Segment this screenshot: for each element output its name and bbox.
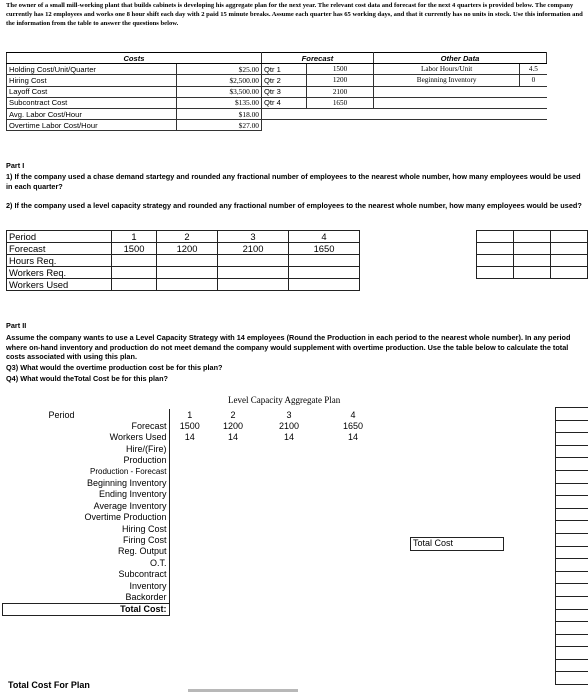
- answer-cell[interactable]: [555, 445, 588, 459]
- forecast-label: Qtr 2: [262, 75, 307, 86]
- part2-body: Assume the company wants to use a Level Capacity Strategy with 14 employees (Round the Production in each period to the nearest whole number). In any period where on-hand inventory and production do not meet demand the company would supplement with overtime production. Use the table below to calculate the total costs associated with using this plan.: [6, 333, 571, 361]
- plan-row-label: Overtime Production: [3, 512, 170, 523]
- cell[interactable]: [157, 267, 218, 279]
- forecast-header: Forecast: [262, 53, 374, 64]
- plan-cell[interactable]: [256, 603, 322, 615]
- plan-cell[interactable]: [210, 580, 256, 591]
- plan-cell[interactable]: 3: [286, 409, 292, 420]
- plan-row-label: O.T.: [3, 557, 170, 568]
- cell[interactable]: [218, 267, 289, 279]
- cell[interactable]: 2: [157, 231, 218, 243]
- row-label: Hours Req.: [7, 255, 112, 267]
- plan-row-label: Production: [3, 455, 170, 466]
- total-cost-label: Total Cost: [410, 537, 504, 551]
- plan-cell[interactable]: [322, 591, 384, 603]
- plan-cell[interactable]: [256, 443, 322, 454]
- plan-cell[interactable]: [256, 591, 322, 603]
- cell[interactable]: 1650: [289, 243, 360, 255]
- answer-cell[interactable]: [551, 243, 588, 255]
- cost-value[interactable]: $2,500.00: [177, 75, 262, 86]
- plan-cell[interactable]: 2: [230, 409, 236, 420]
- plan-cell[interactable]: [256, 500, 322, 511]
- part1-question-1: 1) If the company used a chase demand startegy and rounded any fractional number of employees to the nearest whole number, how many employees would be used in each quarter?: [6, 172, 581, 191]
- answer-cell[interactable]: [514, 231, 551, 243]
- other-label: Labor Hours/Unit: [374, 64, 520, 75]
- row-label: Workers Used: [7, 279, 112, 291]
- plan-cell[interactable]: [169, 443, 210, 454]
- plan-cell[interactable]: [322, 603, 384, 615]
- plan-cell[interactable]: [169, 534, 210, 545]
- forecast-value[interactable]: 1200: [307, 75, 374, 86]
- answer-cell[interactable]: [555, 483, 588, 497]
- answer-cell[interactable]: [514, 267, 551, 279]
- plan-cell[interactable]: [256, 557, 322, 568]
- row-label: Workers Req.: [7, 267, 112, 279]
- answer-cell[interactable]: [477, 255, 514, 267]
- part2-question-3: Q3) What would the overtime production cost be for this plan?: [6, 363, 223, 372]
- cost-value[interactable]: $27.00: [177, 120, 262, 131]
- plan-row-label: Hire/(Fire): [3, 443, 170, 454]
- plan-cell[interactable]: [210, 568, 256, 579]
- part2-heading: Part II: [6, 321, 27, 330]
- cell[interactable]: [112, 279, 157, 291]
- answer-cell[interactable]: [477, 231, 514, 243]
- plan-cell[interactable]: [169, 477, 210, 488]
- plan-row-label: Period: [3, 409, 170, 420]
- forecast-label: Qtr 1: [262, 64, 307, 75]
- plan-cell[interactable]: [256, 580, 322, 591]
- costs-header: Costs: [7, 53, 262, 64]
- plan-cell[interactable]: [256, 455, 322, 466]
- answer-cell[interactable]: [477, 243, 514, 255]
- plan-cell[interactable]: [210, 603, 256, 615]
- plan-cell[interactable]: 1650: [342, 421, 364, 432]
- cell[interactable]: [218, 255, 289, 267]
- plan-cell[interactable]: [169, 455, 210, 466]
- answer-cell[interactable]: [514, 243, 551, 255]
- plan-cell[interactable]: [169, 557, 210, 568]
- answer-cell[interactable]: [555, 470, 588, 484]
- plan-cell[interactable]: [210, 477, 256, 488]
- plan-cell[interactable]: [210, 455, 256, 466]
- cell[interactable]: [112, 267, 157, 279]
- problem-intro: The owner of a small mill-working plant that builds cabinets is developing his aggregate plan for the next year. The relevant cost data and forecast for the next 4 quarters is provided below. The company currently has 12 employees and works one 8 hour shift each day with 2 paid 15 minute breaks. Assume each quarter has 65 working days, and that it currently has no units in stock. Use this information and the information from the table to answer the questions below.: [6, 2, 583, 27]
- cost-value[interactable]: $3,500.00: [177, 86, 262, 97]
- part2-question-4: Q4) What would theTotal Cost be for this plan?: [6, 374, 169, 383]
- plan-cell[interactable]: [322, 534, 384, 545]
- answer-cell[interactable]: [555, 571, 588, 585]
- answer-cell[interactable]: [555, 520, 588, 534]
- plan-cell[interactable]: [169, 466, 210, 477]
- plan-cell[interactable]: [256, 489, 322, 500]
- answer-cell[interactable]: [555, 407, 588, 421]
- answer-cell[interactable]: [555, 546, 588, 560]
- plan-cell[interactable]: [256, 512, 322, 523]
- plan-cell[interactable]: 2100: [278, 421, 300, 432]
- plan-row-label: Firing Cost: [3, 534, 170, 545]
- cell[interactable]: [289, 267, 360, 279]
- forecast-value[interactable]: 1650: [307, 97, 374, 108]
- scrollbar[interactable]: [188, 689, 298, 692]
- plan-cell[interactable]: [256, 534, 322, 545]
- level-capacity-plan-table: [2, 409, 385, 616]
- plan-cell[interactable]: [322, 523, 384, 534]
- empty-cell: [374, 86, 547, 97]
- answer-cell[interactable]: [555, 596, 588, 610]
- answer-cell[interactable]: [555, 583, 588, 597]
- other-data-header: Other Data: [374, 53, 547, 64]
- plan-cell[interactable]: [210, 534, 256, 545]
- plan-cell[interactable]: [210, 546, 256, 557]
- plan-cell[interactable]: [322, 466, 384, 477]
- plan-row-label: Production - Forecast: [3, 466, 170, 477]
- plan-cell[interactable]: [210, 500, 256, 511]
- plan-row-label: Total Cost:: [3, 603, 170, 615]
- empty-cell: [262, 108, 547, 119]
- cost-value[interactable]: $18.00: [177, 108, 262, 119]
- plan-cell[interactable]: [210, 523, 256, 534]
- cost-value[interactable]: $135.00: [177, 97, 262, 108]
- plan-cell[interactable]: [169, 546, 210, 557]
- plan-cell[interactable]: [210, 489, 256, 500]
- plan-cell[interactable]: [169, 568, 210, 579]
- plan-row-label: Beginning Inventory: [3, 477, 170, 488]
- cell[interactable]: 1: [112, 231, 157, 243]
- plan-cell[interactable]: [210, 443, 256, 454]
- plan-cell[interactable]: 14: [184, 432, 195, 443]
- cost-label: Subcontract Cost: [7, 97, 177, 108]
- plan-cell[interactable]: [210, 591, 256, 603]
- forecast-value[interactable]: 1500: [307, 64, 374, 75]
- other-value[interactable]: 4.5: [520, 64, 547, 75]
- answer-cell[interactable]: [555, 634, 588, 648]
- plan-cell[interactable]: 4: [350, 409, 356, 420]
- plan-cell[interactable]: [169, 580, 210, 591]
- answer-cell[interactable]: [477, 267, 514, 279]
- cost-label: Overtime Labor Cost/Hour: [7, 120, 177, 131]
- answer-column: [555, 408, 588, 685]
- plan-row-label: Ending Inventory: [3, 489, 170, 500]
- plan-cell[interactable]: 1: [187, 409, 193, 420]
- part1-heading: Part I: [6, 161, 25, 170]
- answer-cell[interactable]: [555, 432, 588, 446]
- cell[interactable]: [289, 255, 360, 267]
- row-label: Period: [7, 231, 112, 243]
- plan-cell[interactable]: [256, 477, 322, 488]
- plan-cell[interactable]: [256, 546, 322, 557]
- answer-cell[interactable]: [555, 508, 588, 522]
- plan-cell[interactable]: [322, 455, 384, 466]
- plan-cell[interactable]: [210, 466, 256, 477]
- cost-label: Layoff Cost: [7, 86, 177, 97]
- plan-row-label: Average Inventory: [3, 500, 170, 511]
- cell[interactable]: [112, 255, 157, 267]
- plan-cell[interactable]: [256, 568, 322, 579]
- total-cost-for-plan-label: Total Cost For Plan: [8, 680, 90, 690]
- cost-value[interactable]: $25.00: [177, 64, 262, 75]
- answer-cell[interactable]: [555, 457, 588, 471]
- cost-label: Avg. Labor Cost/Hour: [7, 108, 177, 119]
- plan-cell[interactable]: 1500: [179, 421, 200, 432]
- cost-label: Holding Cost/Unit/Quarter: [7, 64, 177, 75]
- plan-cell[interactable]: [169, 591, 210, 603]
- answer-cell[interactable]: [555, 671, 588, 685]
- answer-cell[interactable]: [555, 420, 588, 434]
- cost-label: Hiring Cost: [7, 75, 177, 86]
- plan-title: Level Capacity Aggregate Plan: [228, 395, 341, 405]
- plan-cell[interactable]: [210, 557, 256, 568]
- plan-row-label: Backorder: [3, 591, 170, 603]
- plan-cell[interactable]: [169, 500, 210, 511]
- answer-cell[interactable]: [555, 495, 588, 509]
- forecast-value[interactable]: 2100: [307, 86, 374, 97]
- forecast-label: Qtr 3: [262, 86, 307, 97]
- plan-cell[interactable]: 1200: [222, 421, 244, 432]
- plan-row-label: Hiring Cost: [3, 523, 170, 534]
- forecast-label: Qtr 4: [262, 97, 307, 108]
- chase-level-table: [6, 230, 360, 291]
- answer-cell[interactable]: [551, 267, 588, 279]
- cell[interactable]: 1200: [157, 243, 218, 255]
- plan-row-label: Workers Used: [3, 432, 170, 443]
- answer-cell[interactable]: [514, 255, 551, 267]
- plan-row-label: Forecast: [3, 420, 170, 431]
- plan-cell[interactable]: [322, 477, 384, 488]
- cell[interactable]: [218, 279, 289, 291]
- plan-cell[interactable]: [322, 580, 384, 591]
- answer-cell[interactable]: [555, 621, 588, 635]
- answer-cell[interactable]: [555, 558, 588, 572]
- cell[interactable]: [289, 279, 360, 291]
- plan-row-label: Inventory: [3, 580, 170, 591]
- cell[interactable]: 4: [289, 231, 360, 243]
- answer-cell[interactable]: [555, 646, 588, 660]
- plan-cell[interactable]: 14: [283, 432, 294, 443]
- plan-cell[interactable]: [322, 500, 384, 511]
- cell[interactable]: [157, 279, 218, 291]
- answer-cell[interactable]: [551, 255, 588, 267]
- cost-data-table: [6, 52, 547, 131]
- plan-cell[interactable]: [322, 568, 384, 579]
- answer-cell[interactable]: [555, 533, 588, 547]
- plan-row-label: Subcontract: [3, 568, 170, 579]
- plan-cell[interactable]: [169, 603, 210, 615]
- plan-row-label: Reg. Output: [3, 546, 170, 557]
- plan-cell[interactable]: 14: [347, 432, 358, 443]
- cell[interactable]: 3: [218, 231, 289, 243]
- plan-cell[interactable]: 14: [227, 432, 238, 443]
- empty-cell: [374, 97, 547, 108]
- part1-question-2: 2) If the company used a level capacity strategy and rounded any fractional number of employees to the nearest whole number, how many employees would be used?: [6, 201, 582, 210]
- cell[interactable]: 2100: [218, 243, 289, 255]
- plan-cell[interactable]: [210, 512, 256, 523]
- plan-cell[interactable]: [322, 512, 384, 523]
- cell[interactable]: 1500: [112, 243, 157, 255]
- plan-cell[interactable]: [322, 489, 384, 500]
- plan-cell[interactable]: [322, 557, 384, 568]
- other-value[interactable]: 0: [520, 75, 547, 86]
- plan-cell[interactable]: [256, 523, 322, 534]
- plan-cell[interactable]: [322, 443, 384, 454]
- plan-cell[interactable]: [169, 523, 210, 534]
- plan-cell[interactable]: [169, 489, 210, 500]
- other-label: Beginning Inventory: [374, 75, 520, 86]
- plan-cell[interactable]: [169, 512, 210, 523]
- plan-cell[interactable]: [256, 466, 322, 477]
- answer-grid: [476, 230, 588, 279]
- cell[interactable]: [157, 255, 218, 267]
- empty-cell: [262, 120, 547, 131]
- plan-cell[interactable]: [322, 546, 384, 557]
- row-label: Forecast: [7, 243, 112, 255]
- answer-cell[interactable]: [555, 659, 588, 673]
- answer-cell[interactable]: [551, 231, 588, 243]
- answer-cell[interactable]: [555, 609, 588, 623]
